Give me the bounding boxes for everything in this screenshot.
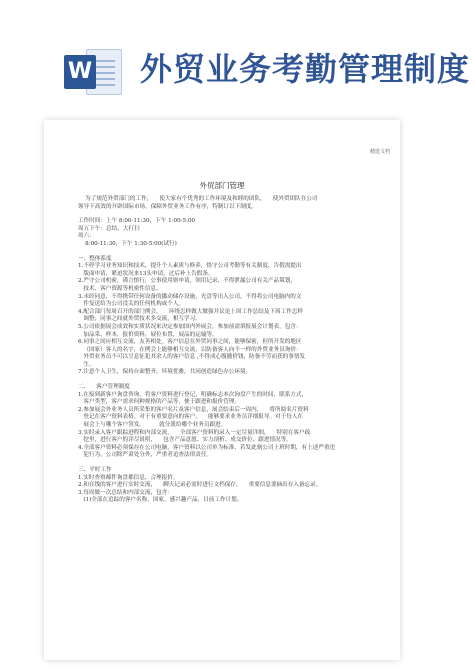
document-line: 8:00-11:30，下午 1:30-5:00(试行) [78, 240, 177, 247]
document-line: 一、整体系度 [78, 255, 112, 262]
document-line: 加品采、样本，报价资料，展位布置，展品的运输等。 [78, 331, 218, 338]
banner-title: 外贸业务考勤管理制度 [140, 50, 471, 88]
document-line: 6.同事之间应相互交流，友善相处。客户信息在外贸同事之间，能够保密，但所开发的地区 [78, 339, 302, 346]
document-line: 犯行为，公司除严肃处分外，严重者追查法律责任。 [78, 452, 213, 459]
document-line: 为了规范外贸部门的工作， 使大家有个优秀的工作环境及和睦的团队， 使外贸团队在公司 [78, 196, 318, 202]
document-body [78, 196, 374, 505]
document-line: 7.注意个人卫生，保持台面整齐，坏境优雅，共同创造绿色办公环境。 [78, 369, 252, 376]
document-line: 版面申请，紧迫状况来13头申请，过后补上告假条。 [78, 270, 214, 277]
document-line: 调整；同事之间就外贸技术多交流，相互学习。 [78, 316, 201, 323]
document-line: 3.每周做一次总结和内部交流，包含： [78, 489, 173, 496]
document-title: 外贸部门管理 [199, 181, 245, 190]
word-icon [64, 43, 124, 97]
document-line: 1.在接到新客户询盘咨询，将客户资料进行登记，明确标志本次询盘产生的时间，联系方式， [78, 391, 308, 398]
header-banner [0, 0, 474, 118]
document-line: 二、 客户管理制度 [78, 384, 130, 391]
document-line: 1.不停学习业务知识和技术，提升个人素质与修养，恪守公司考勤等有关制度，告假需提出 [78, 263, 302, 270]
document-line: 技术、客户资源等机密性信息。 [78, 285, 162, 292]
corner-label: 精选文档 [369, 149, 390, 155]
document-line: 3.实时录入客户跟踪进程和内部交流， 全部客户资料的录入一定尽量详细， 特别在客户疏 [78, 429, 311, 436]
word-logo-letter: W [64, 55, 96, 89]
document-line: 领导下高效的开辟国际市场，保障外贸业务工作有序，特制订以下制度。 [78, 203, 258, 210]
document-line: 周五下午：总结，大打扫 [78, 225, 140, 232]
document-line: 工作时间：上午 8:00-11:30，下午 1:00-5:00 [78, 218, 196, 225]
document-line [78, 460, 374, 467]
document-line: 4.配合部门每周召开的部门例会， 环绕怎样做大做强并议论上周工作总结及下周工作怎样 [78, 308, 304, 315]
document-line: （国家）客人的名字，在例会上能够相互交流，以防备客人向不一样的外贸业务员询价： [78, 346, 302, 353]
document-line: 登记在客户资料表格。对于有重要意向的客户， 能够要求业务员详细报导。对于每人在 [78, 414, 304, 421]
document-line: 客户类型，客户需求何种规格的产品等，便于跟进和报价管理。 [78, 399, 240, 406]
document-line: 4.全部客户资料必须保存在公司电脑，客户资料以公司单为标准，若发此刻公司上班时期，有上述严重违 [78, 444, 336, 451]
document-line: (1)全部在追踪的客户名称，国家，感兴趣产品，目前工作计划。 [78, 497, 243, 504]
document-line: 2.和在线的客户进行实时交流， 聊天记录必需时进行文档保存， 重要信息要摘出存入备忘录。 [78, 482, 322, 489]
document-line: 3.未经同意，不得携带任何设备的挪动储存设施，光盘等出入公司，不得将公司电脑内的文 [78, 293, 302, 300]
document-line [78, 377, 374, 384]
document-line: 2.参加展会外业务人员所采集的客户名片及客户信息，展会结束后一周内， 将所阅名片资料 [78, 406, 309, 413]
document-page [44, 120, 400, 660]
document-line: 件复送给为公司没关的任何机构或个人。 [78, 301, 185, 308]
document-line: 2.严守公司机密，谨言慎行，公事使用则申请，领用记录，不得泄漏公司有关产品策划， [78, 278, 296, 285]
document-line: 5.公司依据展会成效和实质状况来决定参加国内外展会，参加前需填报展会计划表，包含： [78, 323, 302, 330]
document-line [78, 249, 374, 256]
document-line: 挖里，进行客户的详尽说明， 包含产品意愿、实力剖析、成交价位、跟进情况等。 [78, 437, 292, 444]
document-line: 外贸业务员不可以呈息征犯其余人的客户信息 ,不得成心腹撤价钱，防备不劳而获的事情发 [78, 354, 306, 361]
document-line: 三、平时工作 [78, 467, 112, 473]
document-line: 周六： [78, 233, 95, 240]
document-line: 1.实时查察邮件询盘都信息，合理报价。 [78, 474, 179, 481]
document-line: 生。 [78, 361, 95, 368]
document-line: 展会上与哪个客户签发。 就分派给哪个业务员跟进。 [78, 422, 227, 429]
